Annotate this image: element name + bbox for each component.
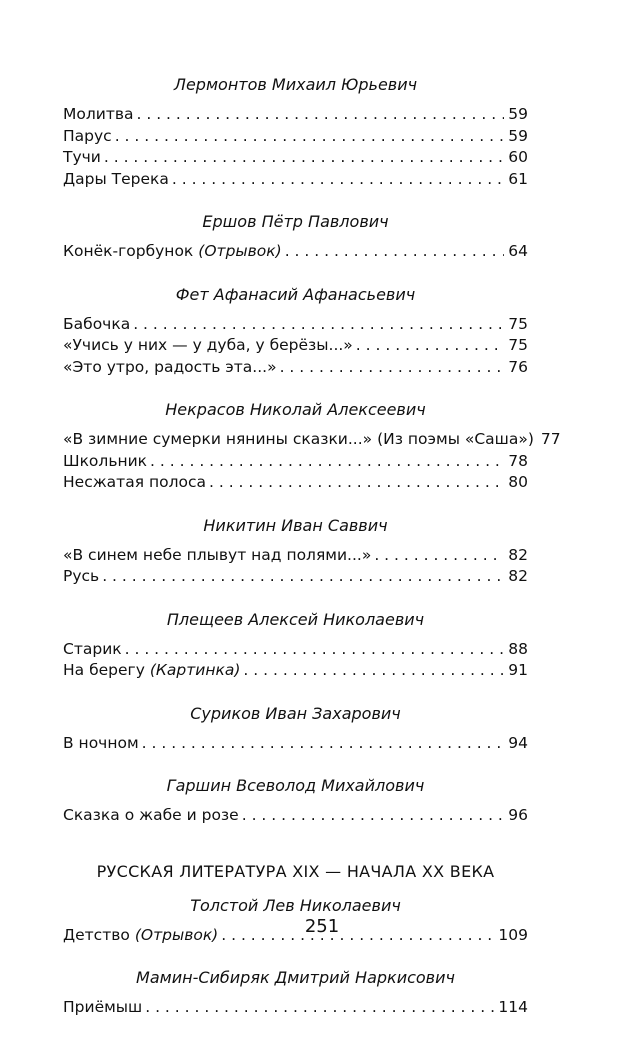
- entry-title: Конёк-горбунок: [63, 242, 194, 260]
- author-heading: Плещеев Алексей Николаевич: [166, 609, 425, 629]
- dot-leader: [142, 733, 505, 755]
- entry-page: 82: [508, 567, 528, 585]
- toc-entry: [63, 357, 528, 379]
- dot-leader: [150, 451, 504, 473]
- entry-page: 75: [508, 314, 528, 333]
- entry-page: 88: [508, 639, 528, 658]
- toc-entry: [63, 805, 528, 827]
- author-group: [63, 773, 528, 827]
- toc-entry: [63, 545, 528, 567]
- toc-entry: [63, 126, 528, 148]
- entry-title: «В зимние сумерки нянины сказки...» (Из поэмы «Саша»): [63, 430, 534, 448]
- author-heading: Суриков Иван Захарович: [190, 703, 401, 723]
- entry-title: Тучи: [63, 148, 101, 166]
- entry-title: Сказка о жабе и розе: [63, 806, 239, 824]
- entry-page: 114: [498, 998, 528, 1016]
- dot-leader: [209, 472, 504, 494]
- toc-entry: [63, 997, 528, 1019]
- entry-page: 59: [508, 126, 528, 145]
- author-heading: Некрасов Николай Алексеевич: [165, 400, 426, 419]
- entry-title: «Учись у них — у дуба, у берёзы...»: [63, 336, 353, 354]
- entry-title: Дары Терека: [63, 169, 169, 188]
- toc-entry: [63, 314, 528, 336]
- toc-entry: [63, 169, 528, 191]
- author-heading: Фет Афанасий Афанасьевич: [175, 284, 416, 304]
- author-group: [63, 282, 528, 379]
- entry-title: Несжатая полоса: [63, 473, 206, 491]
- entry-title: В ночном: [63, 733, 139, 752]
- entry-page: 77: [540, 430, 561, 448]
- page-number: 251: [304, 916, 340, 937]
- author-heading: Ершов Пётр Павлович: [202, 212, 389, 231]
- dot-leader: [102, 566, 504, 588]
- toc-entry: [63, 335, 528, 357]
- entry-title: На берегу: [63, 661, 145, 679]
- toc-entry: [63, 733, 528, 755]
- author-heading: Никитин Иван Саввич: [203, 515, 388, 535]
- entry-page: 94: [508, 733, 528, 752]
- entry-page: 59: [508, 105, 528, 123]
- entry-title: Приёмыш: [63, 998, 143, 1016]
- entry-note: (Картинка): [149, 661, 241, 679]
- toc-entry: [63, 104, 528, 126]
- entry-title: Школьник: [63, 451, 148, 470]
- author-group: [63, 397, 561, 494]
- toc-entry: [63, 660, 528, 682]
- dot-leader: [104, 147, 504, 169]
- entry-page: 64: [508, 242, 528, 260]
- entry-note: (Отрывок): [198, 242, 282, 260]
- table-of-contents: [63, 72, 561, 1038]
- entry-page: 82: [508, 545, 528, 564]
- dot-leader: [374, 545, 504, 567]
- author-group: [63, 965, 528, 1019]
- entry-page: 61: [508, 169, 528, 188]
- entry-title: «В синем небе плывут над полями...»: [63, 545, 372, 564]
- dot-leader: [356, 335, 504, 357]
- dot-leader: [125, 639, 505, 661]
- entry-title: Бабочка: [63, 314, 131, 333]
- dot-leader: [172, 169, 504, 191]
- author-group: [63, 607, 528, 682]
- entry-title: Молитва: [63, 105, 134, 123]
- author-group: [63, 701, 528, 755]
- entry-page: 76: [508, 357, 528, 376]
- entry-page: 75: [508, 336, 528, 354]
- toc-entry: [63, 451, 528, 473]
- toc-groups: [63, 72, 561, 827]
- dot-leader: [145, 997, 494, 1019]
- toc-entry: [63, 566, 528, 588]
- author-group: [63, 513, 528, 588]
- dot-leader: [285, 241, 505, 263]
- author-heading: Толстой Лев Николаевич: [190, 895, 401, 915]
- entry-title: Детство: [63, 925, 130, 944]
- entry-note: (Отрывок): [134, 925, 219, 944]
- author-group: [63, 209, 528, 263]
- author-heading: Мамин-Сибиряк Дмитрий Наркисович: [136, 968, 455, 987]
- dot-leader: [115, 126, 505, 148]
- dot-leader: [242, 805, 505, 827]
- entry-page: 80: [508, 473, 528, 491]
- entry-page: 60: [508, 148, 528, 166]
- section-title: РУССКАЯ ЛИТЕРАТУРА XIX — НАЧАЛА XX ВЕКА: [96, 861, 495, 881]
- entry-page: 78: [508, 451, 528, 470]
- toc-entry: [63, 639, 528, 661]
- entry-title: Старик: [63, 639, 122, 658]
- toc-entry: [63, 241, 528, 263]
- entry-title: Русь: [63, 567, 100, 585]
- toc-entry: [63, 472, 528, 494]
- dot-leader: [133, 314, 504, 336]
- author-heading: Лермонтов Михаил Юрьевич: [173, 75, 418, 94]
- entry-title: Парус: [63, 126, 112, 145]
- dot-leader: [243, 660, 504, 682]
- entry-title: «Это утро, радость эта...»: [63, 357, 277, 376]
- toc-entry: [63, 147, 528, 169]
- author-group: [63, 72, 528, 190]
- dot-leader: [280, 357, 505, 379]
- entry-page: 109: [498, 925, 528, 944]
- entry-page: 96: [508, 806, 528, 824]
- entry-page: 91: [508, 661, 528, 679]
- toc-entry: [63, 429, 561, 451]
- author-heading: Гаршин Всеволод Михайлович: [166, 776, 425, 795]
- dot-leader: [137, 104, 505, 126]
